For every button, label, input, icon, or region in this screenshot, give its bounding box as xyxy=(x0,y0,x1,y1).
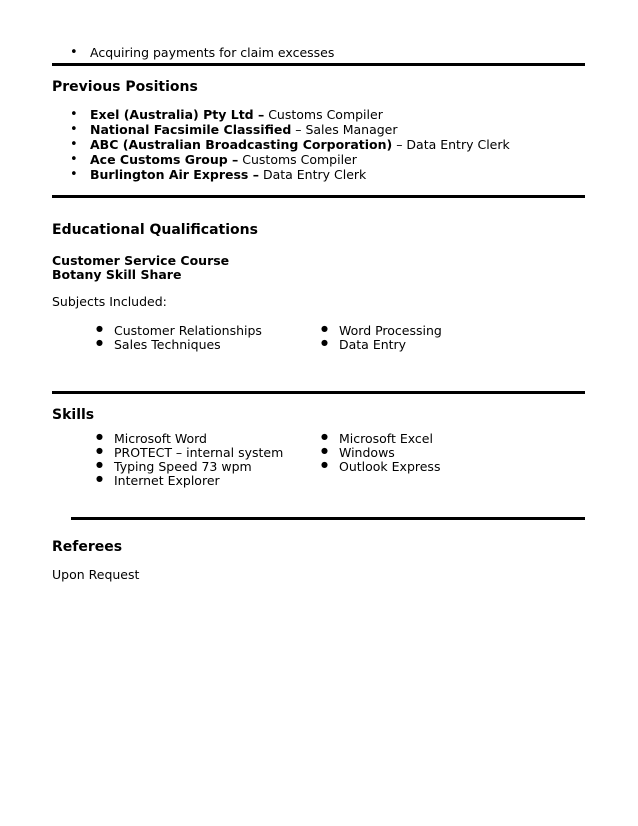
skill-item: ● Microsoft Excel xyxy=(339,431,433,446)
section-divider xyxy=(52,391,585,394)
skill-item: ● PROTECT – internal system xyxy=(114,445,283,460)
subject-item: ● Customer Relationships xyxy=(114,323,262,338)
skill-item: ● Internet Explorer xyxy=(114,473,220,488)
subject-item: ● Sales Techniques xyxy=(114,337,221,352)
skill-item: ● Outlook Express xyxy=(339,459,440,474)
position-item: • ABC (Australian Broadcasting Corporation) – Data Entry Clerk xyxy=(90,137,510,152)
section-divider xyxy=(71,517,585,520)
position-item: • Ace Customs Group – Customs Compiler xyxy=(90,152,357,167)
section-divider xyxy=(52,195,585,198)
responsibility-item: • Acquiring payments for claim excesses xyxy=(90,45,334,60)
subject-item: ● Word Processing xyxy=(339,323,442,338)
skill-item: ● Microsoft Word xyxy=(114,431,207,446)
section-divider xyxy=(52,63,585,66)
position-item: • Exel (Australia) Pty Ltd – Customs Compiler xyxy=(90,107,383,122)
position-item: • Burlington Air Express – Data Entry Clerk xyxy=(90,167,366,182)
referees-text: Upon Request xyxy=(52,567,140,582)
referees-heading: Referees xyxy=(52,539,123,555)
skill-item: ● Typing Speed 73 wpm xyxy=(114,459,252,474)
education-heading: Educational Qualifications xyxy=(52,222,258,238)
previous-positions-heading: Previous Positions xyxy=(52,79,198,95)
position-item: • National Facsimile Classified – Sales Manager xyxy=(90,122,398,137)
skills-heading: Skills xyxy=(52,407,95,423)
subjects-label: Subjects Included: xyxy=(52,294,167,309)
institution-name: Botany Skill Share xyxy=(52,267,182,282)
course-name: Customer Service Course xyxy=(52,253,230,268)
skill-item: ● Windows xyxy=(339,445,395,460)
subject-item: ● Data Entry xyxy=(339,337,406,352)
